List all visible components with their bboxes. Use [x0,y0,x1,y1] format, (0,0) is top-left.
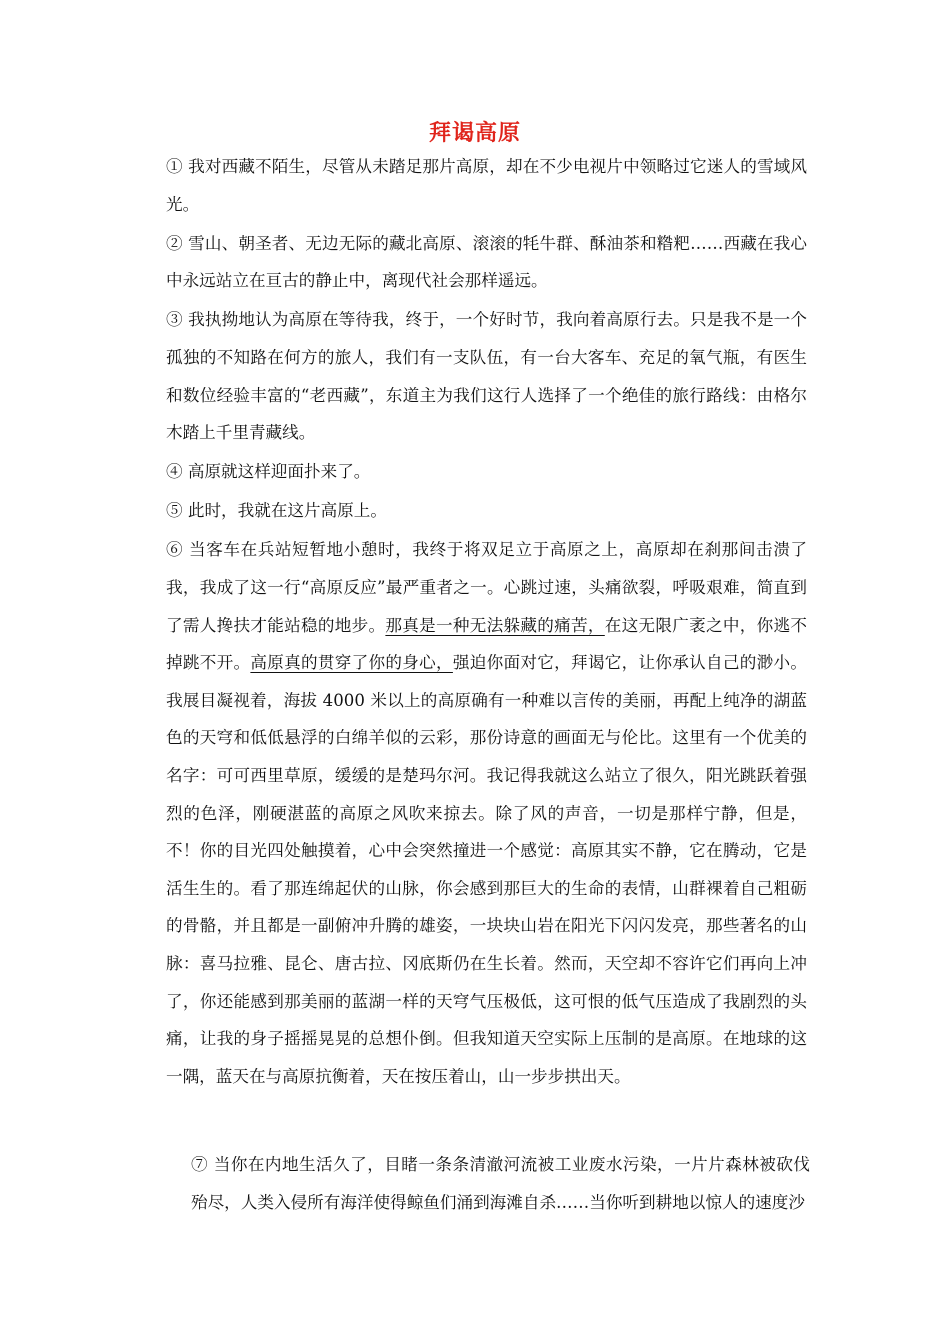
paragraph-6-text-b: 在这无限广袤之中，你逃不掉跳不开。 [166,615,808,673]
paragraph-5: ⑤ 此时，我就在这片高原上。 [166,501,387,521]
paragraph-1: ① 我对西藏不陌生，尽管从未踏足那片高原，却在不少电视片中领略过它迷人的雪域风光。 [166,157,807,214]
paragraph-7-block [170,1146,810,1223]
paragraph-6-text-c: 强迫你面对它，拜谒它，让你承认自己的渺小。我展目凝视着，海拔 4000 米以上的高原确有一种难以言传的美丽，再配上纯净的湖蓝色的天穹和低低悬浮的白绵羊似的云彩，那份诗意的画面无与伦比。这里有一个优美的名字：可可西里草原，缓缓的是楚玛尔河。我记得我就这么站立了很久，阳光跳跃着强烈的色泽，刚硬湛蓝的高原之风吹来掠去。除了风的声音，一切是那样宁静，但是，不！你的目光四处触摸着，心中会突然撞进一个感觉：高原其实不静，它在腾动，它是活生生的。看了那连绵起伏的山脉，你会感到那巨大的生命的表情，山群裸着自己粗砺的骨骼，并且都是一副俯冲升腾的雄姿，一块块山岩在阳光下闪闪发亮，那些著名的山脉：喜马拉雅、昆仑、唐古拉、冈底斯仍在生长着。然而，天空却不容许它们再向上冲了，你还能感到那美丽的蓝湖一样的天穹气压极低，这可恨的低气压造成了我剧烈的头痛，让我的身子摇摇晃晃的总想仆倒。但我知道天空实际上压制的是高原。在地球的这一隅，蓝天在与高原抗衡着，天在按压着山，山一步步拱出天。 [166,653,808,1086]
paragraph-2: ② 雪山、朝圣者、无边无际的藏北高原、滚滚的牦牛群、酥油茶和糌粑……西藏在我心中永远站立在亘古的静止中，离现代社会那样遥远。 [166,233,807,291]
paragraph-6 [145,531,807,1095]
article-title: 拜谒高原 [428,120,521,146]
paragraph-4: ④ 高原就这样迎面扑来了。 [166,462,371,482]
underlined-sentence-1: 那真是一种无法躲藏的痛苦， [385,615,605,635]
underlined-sentence-2: 高原真的贯穿了你的身心， [250,653,453,673]
article-body [145,148,807,1097]
paragraph-6-text-a: ⑥ 当客车在兵站短暂地小憩时，我终于将双足立于高原之上，高原却在刹那间击溃了我，我成了这一行“高原反应”最严重者之一。心跳过速，头痛欲裂，呼吸艰难，简直到了需人搀扶才能站稳的地步。 [166,540,807,635]
paragraph-7: ⑦ 当你在内地生活久了，目睹一条条清澈河流被工业废水污染，一片片森林被砍伐殆尽，人类入侵所有海洋使得鲸鱼们涌到海滩自杀……当你听到耕地以惊人的速度沙 [191,1155,810,1212]
paragraph-3: ③ 我执拗地认为高原在等待我，终于，一个好时节，我向着高原行去。只是我不是一个孤独的不知路在何方的旅人，我们有一支队伍，有一台大客车、充足的氧气瓶，有医生和数位经验丰富的“老西藏”，东道主为我们这行人选择了一个绝佳的旅行路线：由格尔木踏上千里青藏线。 [166,310,807,443]
